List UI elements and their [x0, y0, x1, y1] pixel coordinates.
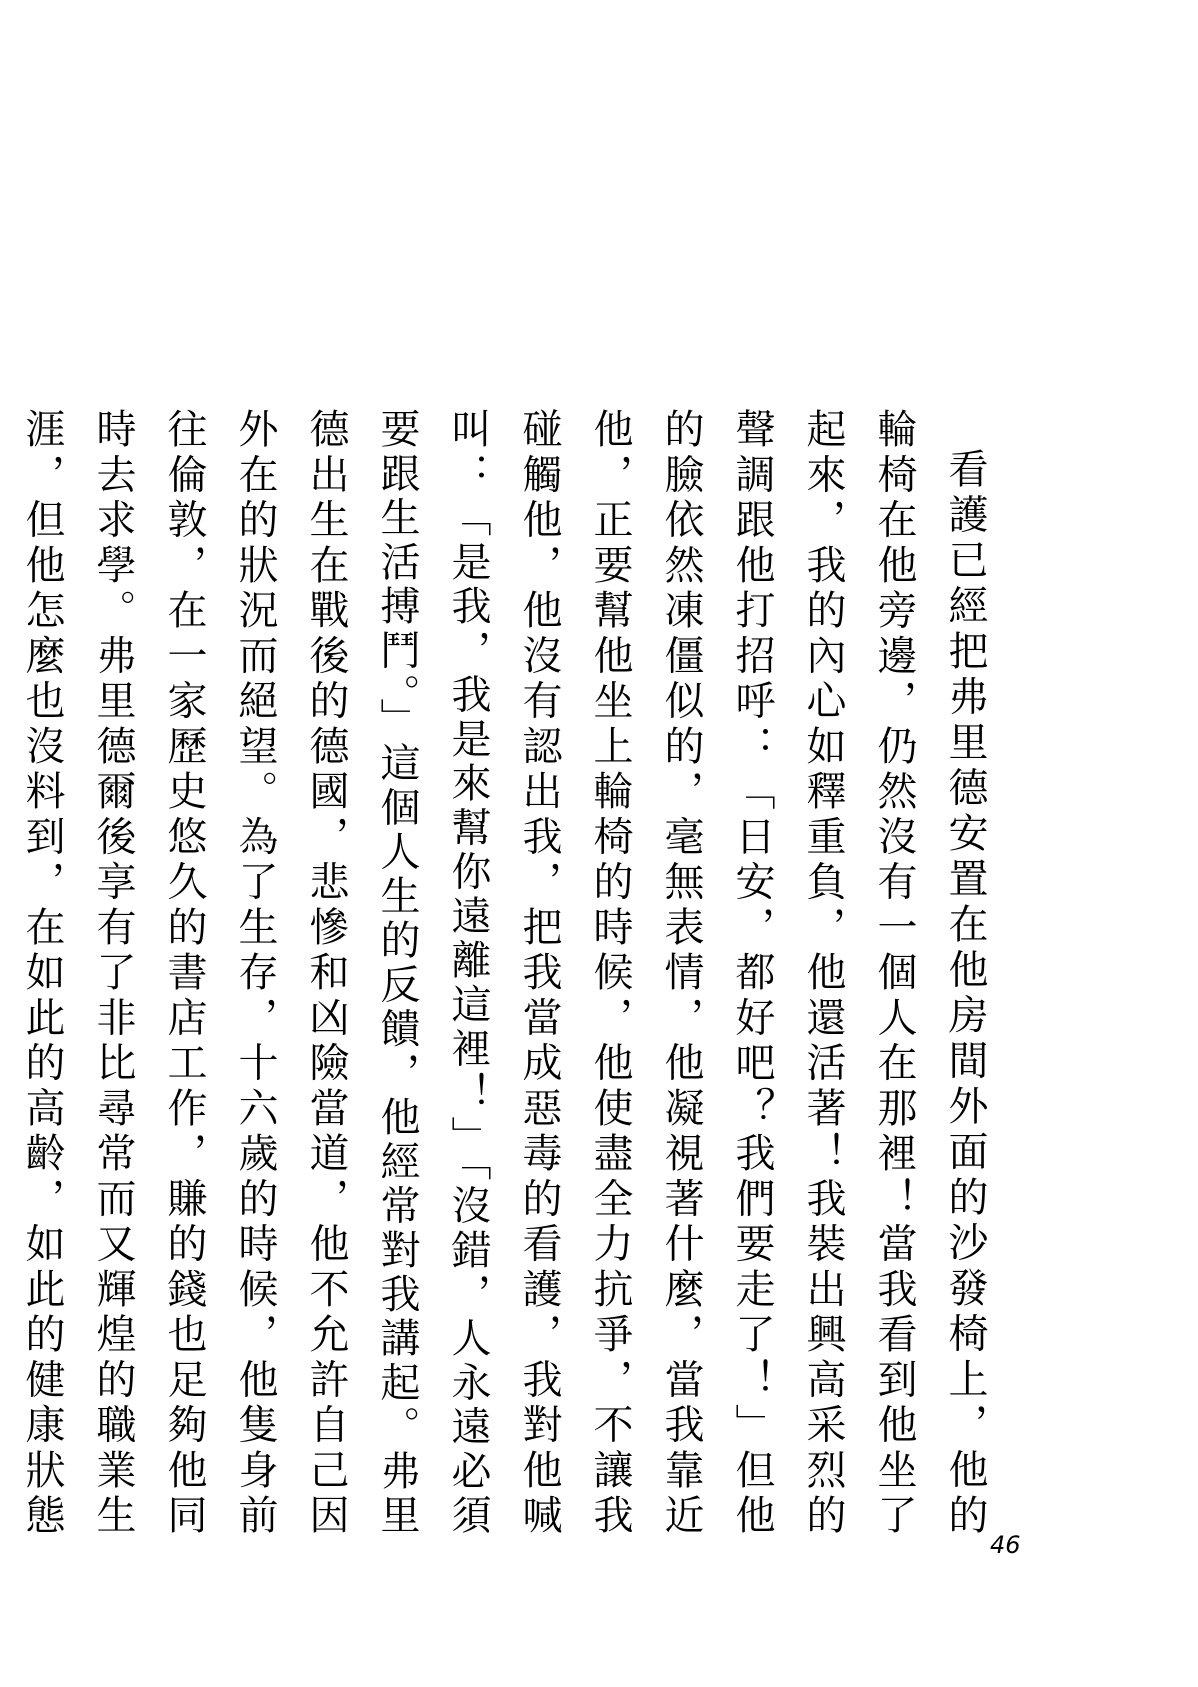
- vertical-text-block: [19, 408, 1000, 1538]
- page-number: 46: [990, 1531, 1021, 1559]
- body-paragraph: 看護已經把弗里德安置在他房間外面的沙發椅上，他的輪椅在他旁邊，仍然沒有一個人在那裡！當我看到他坐了起來，我的內心如釋重負，他還活著！我裝出興高采烈的聲調跟他打招呼：「日安，都好吧？我們要走了！」但他的臉依然凍僵似的，毫無表情，他凝視著什麼，當我靠近他，正要幫他坐上輪椅的時候，他使盡全力抗爭，不讓我碰觸他，他沒有認出我，把我當成惡毒的看護，我對他喊叫：「是我，我是來幫你遠離這裡！」「沒錯，人永遠必須要跟生活搏鬥。」這個人生的反饋，他經常對我講起。弗里德出生在戰後的德國，悲慘和凶險當道，他不允許自己因外在的狀況而絕望。為了生存，十六歲的時候，他隻身前往倫敦，在一家歷史悠久的書店工作，賺的錢也足夠他同時去求學。弗里德爾後享有了非比尋常而又輝煌的職業生涯，但他怎麼也沒料到，在如此的高齡，如此的健康狀態: [19, 408, 988, 1538]
